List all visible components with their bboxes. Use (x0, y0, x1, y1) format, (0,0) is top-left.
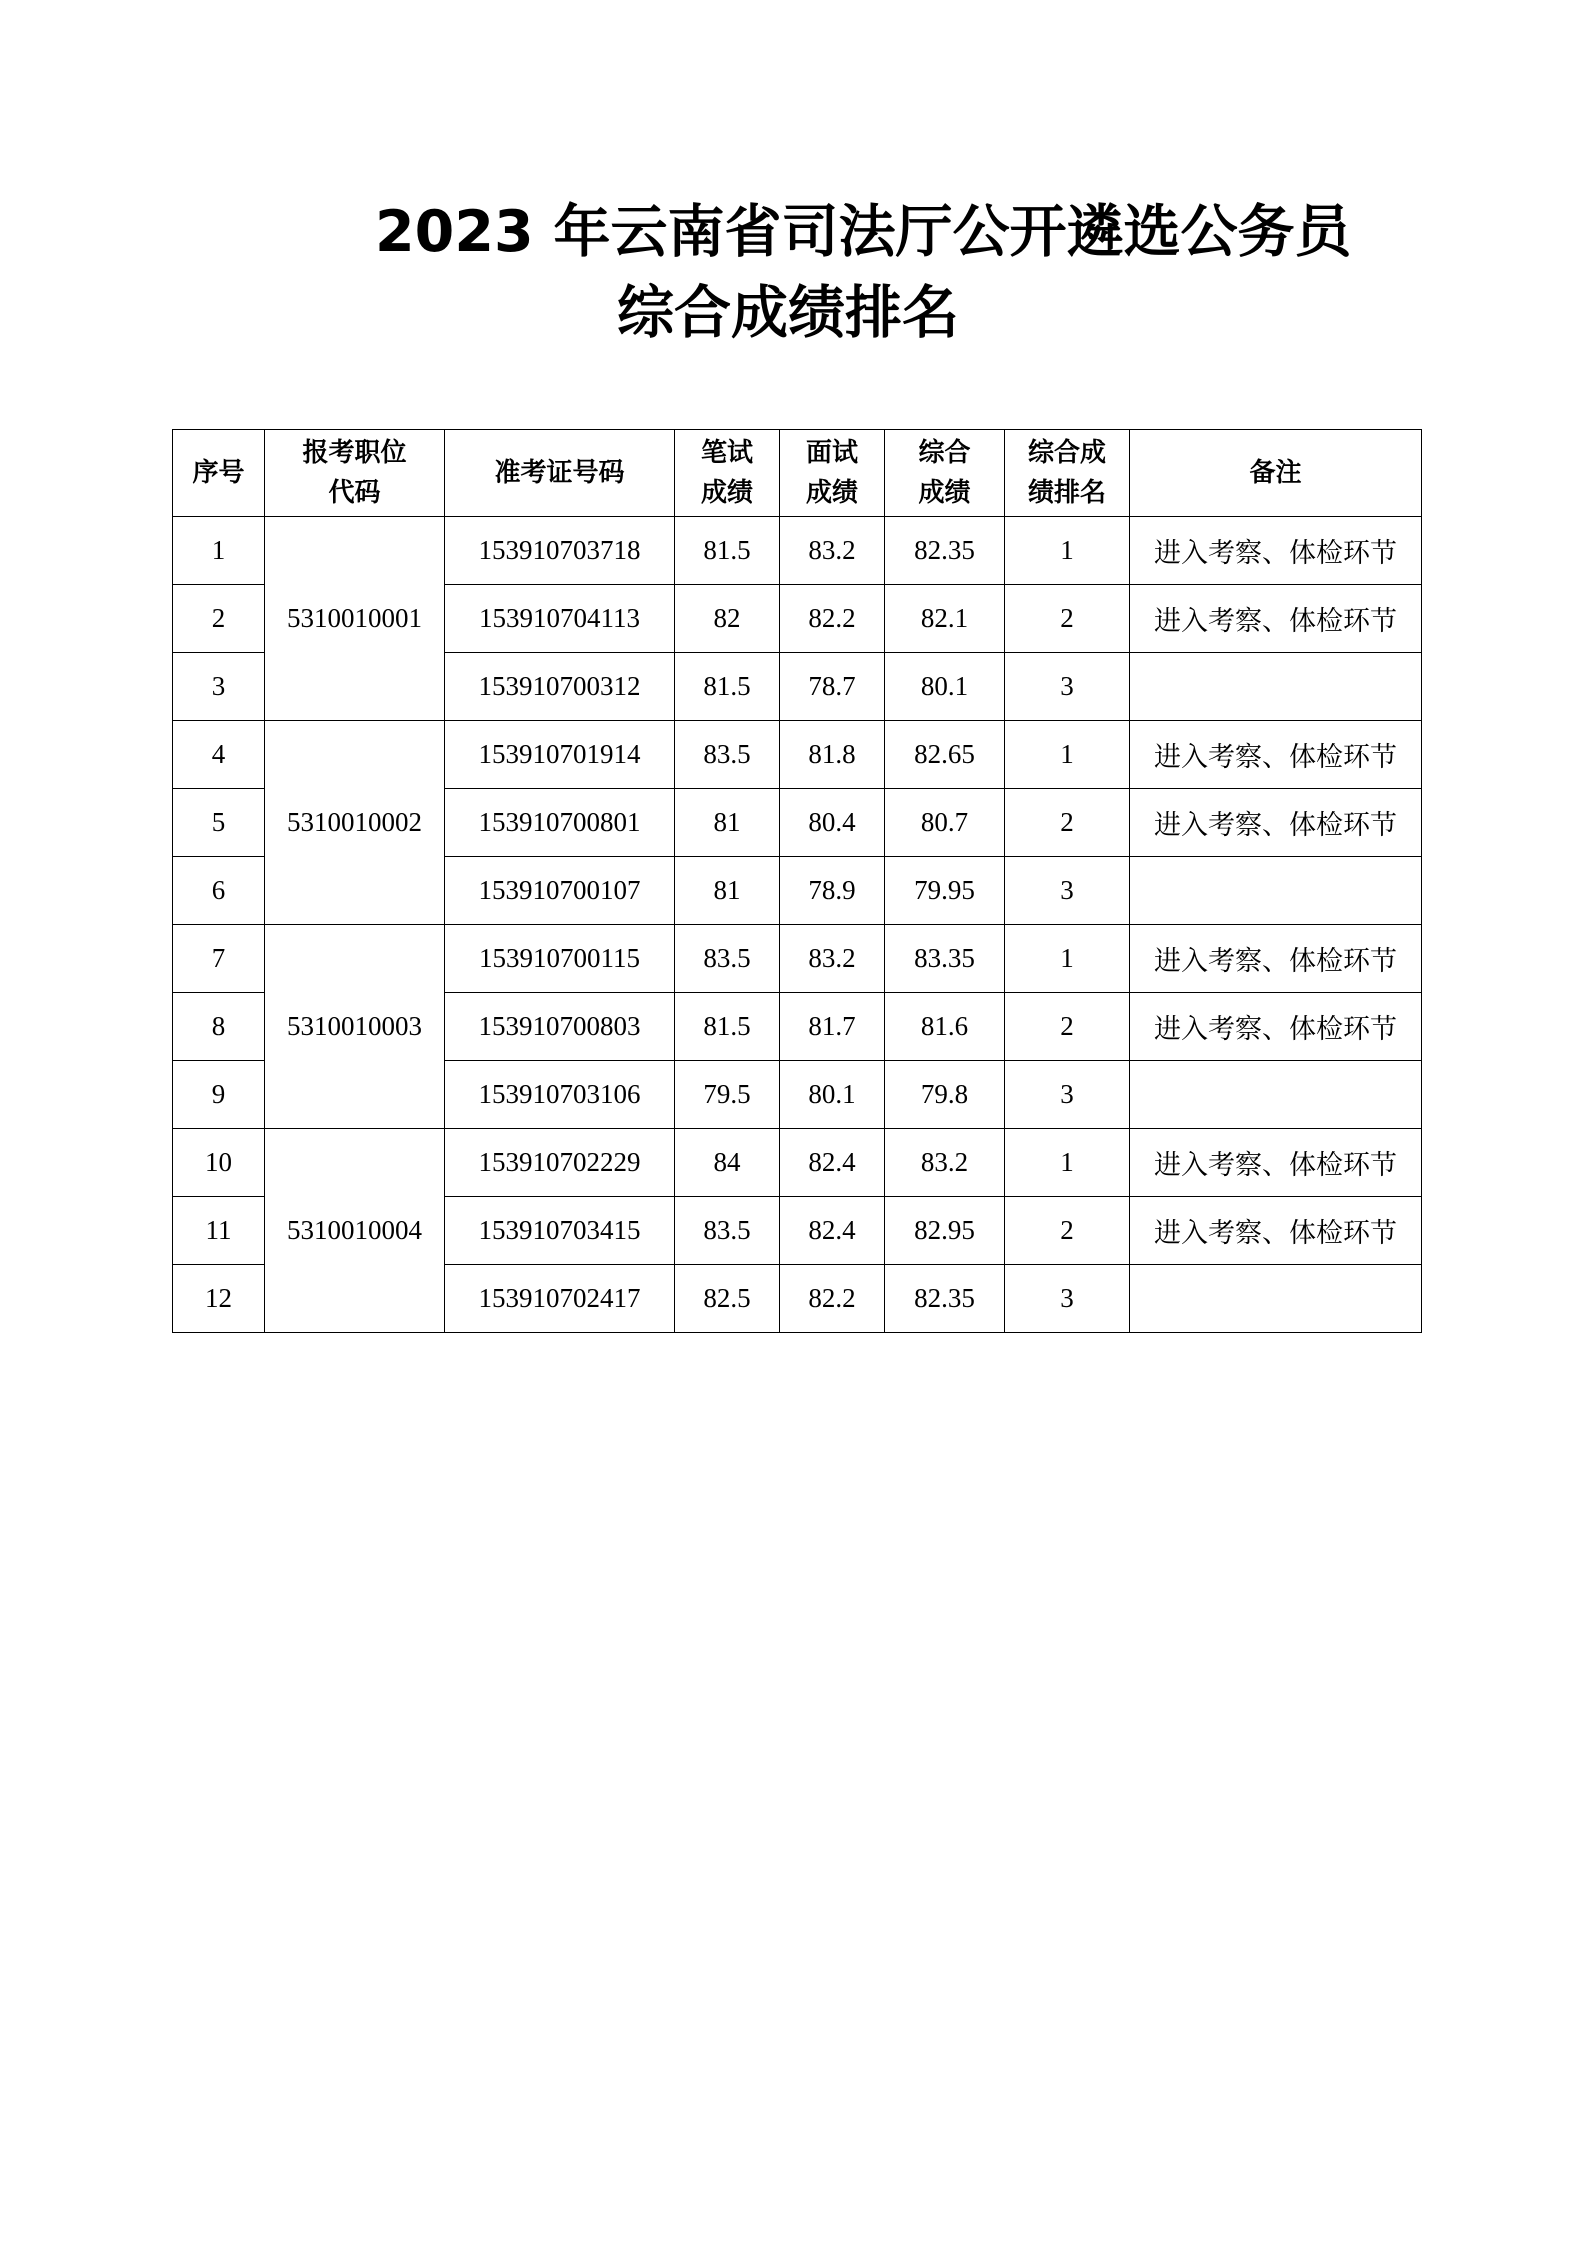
cell-interview-score: 83.2 (780, 925, 885, 993)
cell-interview-score: 82.4 (780, 1129, 885, 1197)
cell-note: 进入考察、体检环节 (1130, 721, 1422, 789)
table-row (173, 1129, 1422, 1197)
cell-written-score: 83.5 (675, 721, 780, 789)
cell-note: 进入考察、体检环节 (1130, 993, 1422, 1061)
cell-seq: 10 (173, 1129, 265, 1197)
cell-position-code: 5310010001 (265, 517, 445, 721)
cell-rank: 3 (1005, 653, 1130, 721)
cell-seq: 5 (173, 789, 265, 857)
cell-written-score: 81 (675, 789, 780, 857)
cell-written-score: 83.5 (675, 1197, 780, 1265)
document-title-line-1: 2023 年云南省司法厅公开遴选公务员 (375, 199, 1352, 265)
cell-rank: 1 (1005, 925, 1130, 993)
cell-seq: 7 (173, 925, 265, 993)
cell-total-score: 82.65 (885, 721, 1005, 789)
cell-ticket-number: 153910700312 (445, 653, 675, 721)
cell-rank: 1 (1005, 517, 1130, 585)
cell-written-score: 82.5 (675, 1265, 780, 1333)
header-interview-score: 面试 成绩 (780, 430, 885, 517)
cell-total-score: 79.95 (885, 857, 1005, 925)
cell-written-score: 84 (675, 1129, 780, 1197)
cell-rank: 2 (1005, 1197, 1130, 1265)
cell-total-score: 82.95 (885, 1197, 1005, 1265)
cell-total-score: 80.1 (885, 653, 1005, 721)
document-title-line-2: 综合成绩排名 (617, 280, 959, 346)
cell-written-score: 81.5 (675, 517, 780, 585)
cell-note: 进入考察、体检环节 (1130, 1129, 1422, 1197)
cell-seq: 8 (173, 993, 265, 1061)
header-seq: 序号 (173, 430, 265, 517)
cell-rank: 2 (1005, 993, 1130, 1061)
cell-total-score: 81.6 (885, 993, 1005, 1061)
cell-ticket-number: 153910703718 (445, 517, 675, 585)
cell-total-score: 83.2 (885, 1129, 1005, 1197)
cell-interview-score: 80.1 (780, 1061, 885, 1129)
cell-interview-score: 82.2 (780, 585, 885, 653)
cell-written-score: 83.5 (675, 925, 780, 993)
header-position-code: 报考职位 代码 (265, 430, 445, 517)
cell-ticket-number: 153910700803 (445, 993, 675, 1061)
cell-ticket-number: 153910702229 (445, 1129, 675, 1197)
cell-ticket-number: 153910700115 (445, 925, 675, 993)
cell-position-code: 5310010002 (265, 721, 445, 925)
cell-note: 进入考察、体检环节 (1130, 1197, 1422, 1265)
cell-ticket-number: 153910700801 (445, 789, 675, 857)
cell-note (1130, 1265, 1422, 1333)
cell-total-score: 82.1 (885, 585, 1005, 653)
cell-interview-score: 82.4 (780, 1197, 885, 1265)
cell-total-score: 82.35 (885, 1265, 1005, 1333)
header-written-score: 笔试 成绩 (675, 430, 780, 517)
cell-total-score: 82.35 (885, 517, 1005, 585)
cell-note: 进入考察、体检环节 (1130, 789, 1422, 857)
cell-written-score: 82 (675, 585, 780, 653)
table-header-row (173, 430, 1422, 517)
cell-total-score: 80.7 (885, 789, 1005, 857)
cell-note: 进入考察、体检环节 (1130, 585, 1422, 653)
table-body (173, 517, 1422, 1333)
cell-rank: 2 (1005, 789, 1130, 857)
cell-rank: 2 (1005, 585, 1130, 653)
cell-ticket-number: 153910703106 (445, 1061, 675, 1129)
cell-rank: 3 (1005, 1061, 1130, 1129)
header-total-score: 综合 成绩 (885, 430, 1005, 517)
cell-interview-score: 81.7 (780, 993, 885, 1061)
cell-note (1130, 1061, 1422, 1129)
cell-seq: 12 (173, 1265, 265, 1333)
cell-rank: 3 (1005, 1265, 1130, 1333)
cell-note (1130, 857, 1422, 925)
cell-written-score: 81 (675, 857, 780, 925)
cell-ticket-number: 153910704113 (445, 585, 675, 653)
cell-note: 进入考察、体检环节 (1130, 517, 1422, 585)
cell-seq: 6 (173, 857, 265, 925)
cell-interview-score: 81.8 (780, 721, 885, 789)
cell-position-code: 5310010003 (265, 925, 445, 1129)
header-note: 备注 (1130, 430, 1422, 517)
cell-note: 进入考察、体检环节 (1130, 925, 1422, 993)
table-row (173, 517, 1422, 585)
cell-seq: 3 (173, 653, 265, 721)
cell-seq: 9 (173, 1061, 265, 1129)
cell-total-score: 79.8 (885, 1061, 1005, 1129)
cell-written-score: 79.5 (675, 1061, 780, 1129)
cell-interview-score: 82.2 (780, 1265, 885, 1333)
cell-rank: 3 (1005, 857, 1130, 925)
table-row (173, 721, 1422, 789)
cell-position-code: 5310010004 (265, 1129, 445, 1333)
cell-written-score: 81.5 (675, 993, 780, 1061)
header-rank: 综合成 绩排名 (1005, 430, 1130, 517)
cell-rank: 1 (1005, 1129, 1130, 1197)
cell-interview-score: 80.4 (780, 789, 885, 857)
cell-ticket-number: 153910703415 (445, 1197, 675, 1265)
cell-seq: 2 (173, 585, 265, 653)
cell-interview-score: 78.7 (780, 653, 885, 721)
cell-total-score: 83.35 (885, 925, 1005, 993)
table-row (173, 925, 1422, 993)
cell-ticket-number: 153910700107 (445, 857, 675, 925)
cell-seq: 1 (173, 517, 265, 585)
cell-note (1130, 653, 1422, 721)
header-ticket-number: 准考证号码 (445, 430, 675, 517)
cell-written-score: 81.5 (675, 653, 780, 721)
cell-seq: 4 (173, 721, 265, 789)
cell-interview-score: 78.9 (780, 857, 885, 925)
cell-rank: 1 (1005, 721, 1130, 789)
score-ranking-table (172, 429, 1422, 1333)
cell-seq: 11 (173, 1197, 265, 1265)
cell-ticket-number: 153910701914 (445, 721, 675, 789)
cell-interview-score: 83.2 (780, 517, 885, 585)
cell-ticket-number: 153910702417 (445, 1265, 675, 1333)
